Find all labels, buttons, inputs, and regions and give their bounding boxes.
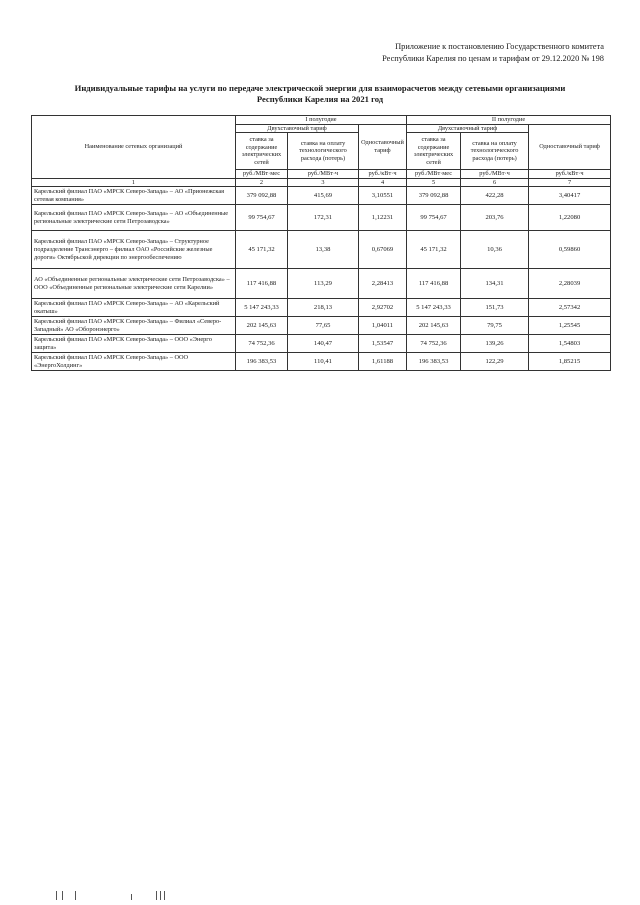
h2-one-rate-cell: 2,28039 [529, 269, 611, 299]
h1-maintenance-rate-cell: 99 754,67 [236, 205, 288, 231]
h2-maintenance-rate-cell: 379 092,88 [407, 187, 461, 205]
header-half-2: II полугодие [407, 116, 611, 125]
h1-one-rate-cell: 2,28413 [359, 269, 407, 299]
title-line-1: Индивидуальные тарифы на услуги по передаче электрической энергии для взаиморасчетов между сетевыми организациями [74, 83, 566, 93]
column-number: 5 [407, 178, 461, 187]
table-row [32, 317, 611, 335]
h1-losses-rate-cell: 113,29 [288, 269, 359, 299]
h2-losses-rate-cell: 10,36 [461, 231, 529, 269]
tariffs-table [31, 115, 611, 371]
h2-maintenance-rate-cell: 45 171,32 [407, 231, 461, 269]
h2-maintenance-rate-cell: 99 754,67 [407, 205, 461, 231]
h2-maintenance-rate-cell: 196 383,53 [407, 353, 461, 371]
h2-one-rate-cell: 0,59860 [529, 231, 611, 269]
h1-losses-rate-cell: 172,31 [288, 205, 359, 231]
h2-one-rate-cell: 3,40417 [529, 187, 611, 205]
org-name-cell: АО «Объединенные региональные электрические сети Петрозаводска» – ООО «Объединенные региональные электрические сети Карелии» [32, 269, 236, 299]
org-name-cell: Карельский филиал ПАО «МРСК Северо-Запада» – ООО «Энерго защита» [32, 335, 236, 353]
header-half-1: I полугодие [236, 116, 407, 125]
column-number: 4 [359, 178, 407, 187]
h1-maintenance-rate-cell: 74 752,36 [236, 335, 288, 353]
header-two-rate-1: Двухставочный тариф [236, 124, 359, 133]
header-rate-losses-1: ставка на оплату технологического расхода (потерь) [288, 133, 359, 170]
h1-losses-rate-cell: 77,65 [288, 317, 359, 335]
org-name-cell: Карельский филиал ПАО «МРСК Северо-Запада» – АО «Карельский окатыш» [32, 299, 236, 317]
table-row [32, 231, 611, 269]
h1-maintenance-rate-cell: 45 171,32 [236, 231, 288, 269]
h1-maintenance-rate-cell: 379 092,88 [236, 187, 288, 205]
h1-one-rate-cell: 1,53547 [359, 335, 407, 353]
appendix-line-2: Республики Карелия по ценам и тарифам от 29.12.2020 № 198 [382, 54, 604, 63]
h2-maintenance-rate-cell: 117 416,88 [407, 269, 461, 299]
header-unit-maintenance-1: руб./МВт·мес [236, 170, 288, 179]
org-name-cell: Карельский филиал ПАО «МРСК Северо-Запада» – АО «Объединенные региональные электрические сети Петрозаводска» [32, 205, 236, 231]
h2-maintenance-rate-cell: 74 752,36 [407, 335, 461, 353]
column-number: 7 [529, 178, 611, 187]
table-header [32, 116, 611, 187]
org-name-cell: Карельский филиал ПАО «МРСК Северо-Запада» – ООО «ЭнергоХолдинг» [32, 353, 236, 371]
document-title [30, 83, 610, 105]
h1-losses-rate-cell: 218,13 [288, 299, 359, 317]
h1-maintenance-rate-cell: 196 383,53 [236, 353, 288, 371]
org-name-cell: Карельский филиал ПАО «МРСК Северо-Запада» – АО «Прионежская сетевая компания» [32, 187, 236, 205]
table-row [32, 353, 611, 371]
org-name-cell: Карельский филиал ПАО «МРСК Северо-Запада» – Филиал «Северо-Западный» АО «Оборонэнерго» [32, 317, 236, 335]
org-name-cell: Карельский филиал ПАО «МРСК Северо-Запада» – Структурное подразделение Трансэнерго – филиал ОАО «Российские железные дороги» Октябрьской дирекции по энергообеспечению [32, 231, 236, 269]
title-line-2: Республики Карелия на 2021 год [256, 94, 384, 104]
header-one-rate-2: Одноставочный тариф [529, 124, 611, 170]
h2-losses-rate-cell: 422,28 [461, 187, 529, 205]
h2-losses-rate-cell: 79,75 [461, 317, 529, 335]
h1-maintenance-rate-cell: 5 147 243,33 [236, 299, 288, 317]
table-body [32, 187, 611, 371]
header-rate-maintenance-2: ставка за содержание электрических сетей [407, 133, 461, 170]
h1-one-rate-cell: 3,10551 [359, 187, 407, 205]
h2-losses-rate-cell: 139,26 [461, 335, 529, 353]
header-org-column: Наименование сетевых организаций [32, 116, 236, 179]
h1-maintenance-rate-cell: 202 145,63 [236, 317, 288, 335]
h2-losses-rate-cell: 134,31 [461, 269, 529, 299]
appendix-line-1: Приложение к постановлению Государственного комитета [395, 42, 604, 51]
h1-one-rate-cell: 1,12231 [359, 205, 407, 231]
column-number: 1 [32, 178, 236, 187]
header-unit-losses-1: руб./МВт·ч [288, 170, 359, 179]
appendix-note [300, 41, 604, 65]
h2-one-rate-cell: 1,22080 [529, 205, 611, 231]
h2-one-rate-cell: 1,54803 [529, 335, 611, 353]
table-row [32, 299, 611, 317]
h1-losses-rate-cell: 415,69 [288, 187, 359, 205]
h1-maintenance-rate-cell: 117 416,88 [236, 269, 288, 299]
h2-losses-rate-cell: 122,29 [461, 353, 529, 371]
h2-one-rate-cell: 1,85215 [529, 353, 611, 371]
header-one-rate-1: Одноставочный тариф [359, 124, 407, 170]
h2-losses-rate-cell: 203,76 [461, 205, 529, 231]
h1-losses-rate-cell: 13,38 [288, 231, 359, 269]
table-row [32, 187, 611, 205]
h2-maintenance-rate-cell: 5 147 243,33 [407, 299, 461, 317]
table-row [32, 269, 611, 299]
header-rate-maintenance-1: ставка за содержание электрических сетей [236, 133, 288, 170]
h1-one-rate-cell: 0,67069 [359, 231, 407, 269]
header-unit-maintenance-2: руб./МВт·мес [407, 170, 461, 179]
header-unit-one-rate-1: руб./кВт·ч [359, 170, 407, 179]
column-number: 6 [461, 178, 529, 187]
table-row [32, 205, 611, 231]
table-row [32, 335, 611, 353]
header-rate-losses-2: ставка на оплату технологического расхода (потерь) [461, 133, 529, 170]
header-unit-one-rate-2: руб./кВт·ч [529, 170, 611, 179]
h2-one-rate-cell: 1,25545 [529, 317, 611, 335]
h1-losses-rate-cell: 110,41 [288, 353, 359, 371]
column-number: 3 [288, 178, 359, 187]
header-two-rate-2: Двухставочный тариф [407, 124, 529, 133]
h1-one-rate-cell: 2,92702 [359, 299, 407, 317]
column-number: 2 [236, 178, 288, 187]
header-unit-losses-2: руб./МВт·ч [461, 170, 529, 179]
h1-losses-rate-cell: 140,47 [288, 335, 359, 353]
h1-one-rate-cell: 1,61188 [359, 353, 407, 371]
h2-maintenance-rate-cell: 202 145,63 [407, 317, 461, 335]
h2-losses-rate-cell: 151,73 [461, 299, 529, 317]
h2-one-rate-cell: 2,57342 [529, 299, 611, 317]
h1-one-rate-cell: 1,04011 [359, 317, 407, 335]
